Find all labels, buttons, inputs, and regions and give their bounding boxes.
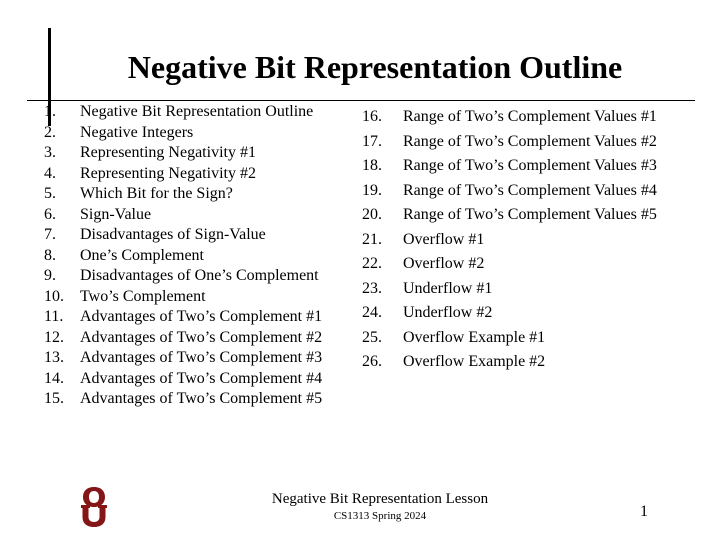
item-label: Underflow #2 [403, 304, 493, 321]
item-number: 23. [362, 279, 382, 297]
item-number: 20. [362, 206, 382, 223]
item-label: Range of Two’s Complement Values #5 [403, 206, 657, 223]
item-number: 15. [44, 390, 64, 407]
item-label: Range of Two’s Complement Values #3 [403, 157, 657, 174]
ou-logo-icon [78, 486, 110, 528]
item-label: Overflow #2 [403, 255, 485, 272]
slide-title: Negative Bit Representation Outline [127, 49, 623, 85]
outline-item [362, 277, 657, 302]
footer-course-term: CS1313 Spring 2024 [333, 510, 427, 522]
outline-item [362, 130, 657, 155]
slide-number: 1 [640, 503, 648, 520]
outline-item [44, 328, 322, 349]
item-label: One’s Complement [80, 246, 204, 264]
item-number: 2. [44, 123, 56, 141]
outline-item [44, 102, 322, 123]
item-label: Range of Two’s Complement Values #4 [403, 181, 657, 199]
item-label: Negative Bit Representation Outline [80, 103, 314, 120]
item-label: Underflow #1 [403, 279, 493, 297]
item-label: Advantages of Two’s Complement #1 [80, 308, 323, 325]
title-horizontal-rule [27, 100, 695, 101]
outline-item [44, 225, 322, 246]
outline-item [362, 179, 657, 204]
outline-item [44, 164, 322, 185]
outline-item [44, 205, 322, 226]
outline-item [362, 228, 657, 253]
item-label: Range of Two’s Complement Values #2 [403, 132, 657, 150]
outline-item [44, 307, 322, 328]
outline-item [362, 326, 657, 351]
outline-item [362, 301, 657, 326]
outline-item [44, 246, 322, 267]
item-label: Overflow Example #1 [403, 328, 546, 346]
item-number: 18. [362, 157, 382, 174]
outline-item [362, 105, 657, 130]
outline-item [44, 143, 322, 164]
item-label: Overflow #1 [403, 230, 485, 248]
footer-lesson-title: Negative Bit Representation Lesson [271, 491, 489, 507]
outline-item [44, 287, 322, 308]
item-number: 7. [44, 226, 56, 243]
item-label: Advantages of Two’s Complement #4 [80, 369, 323, 387]
ou-logo-mark [81, 487, 107, 527]
item-number: 14. [44, 369, 64, 387]
item-number: 21. [362, 230, 382, 248]
outline-item [44, 184, 322, 205]
outline-item [44, 266, 322, 287]
outline-item [362, 350, 657, 375]
item-number: 17. [362, 132, 382, 150]
item-number: 26. [362, 353, 382, 370]
outline-list-left [44, 102, 322, 410]
item-number: 6. [44, 205, 56, 223]
item-label: Sign-Value [80, 205, 152, 223]
item-label: Which Bit for the Sign? [80, 185, 233, 202]
item-number: 9. [44, 267, 56, 284]
item-number: 11. [44, 308, 64, 325]
item-label: Advantages of Two’s Complement #5 [80, 390, 323, 407]
outline-item [362, 203, 657, 228]
outline-item [362, 252, 657, 277]
outline-item [44, 123, 322, 144]
item-label: Overflow Example #2 [403, 353, 546, 370]
item-label: Representing Negativity #1 [80, 144, 256, 161]
item-number: 8. [44, 246, 56, 264]
item-number: 4. [44, 164, 56, 182]
slide-footer [200, 490, 560, 524]
item-number: 10. [44, 287, 64, 305]
outline-item [44, 348, 322, 369]
item-label: Two’s Complement [80, 287, 206, 305]
item-number: 22. [362, 255, 382, 272]
item-number: 16. [362, 108, 382, 125]
item-number: 19. [362, 181, 382, 199]
outline-list-right [362, 105, 657, 375]
item-label: Advantages of Two’s Complement #2 [80, 328, 323, 346]
item-label: Negative Integers [80, 123, 194, 141]
item-number: 13. [44, 349, 64, 366]
item-number: 3. [44, 144, 56, 161]
item-number: 24. [362, 304, 382, 321]
item-label: Range of Two’s Complement Values #1 [403, 108, 657, 125]
item-label: Disadvantages of Sign-Value [80, 226, 266, 243]
item-number: 1. [44, 103, 56, 120]
item-label: Representing Negativity #2 [80, 164, 256, 182]
item-label: Advantages of Two’s Complement #3 [80, 349, 323, 366]
item-label: Disadvantages of One’s Complement [80, 267, 319, 284]
outline-item [44, 389, 322, 410]
outline-item [362, 154, 657, 179]
outline-item [44, 369, 322, 390]
item-number: 5. [44, 185, 56, 202]
item-number: 25. [362, 328, 382, 346]
item-number: 12. [44, 328, 64, 346]
